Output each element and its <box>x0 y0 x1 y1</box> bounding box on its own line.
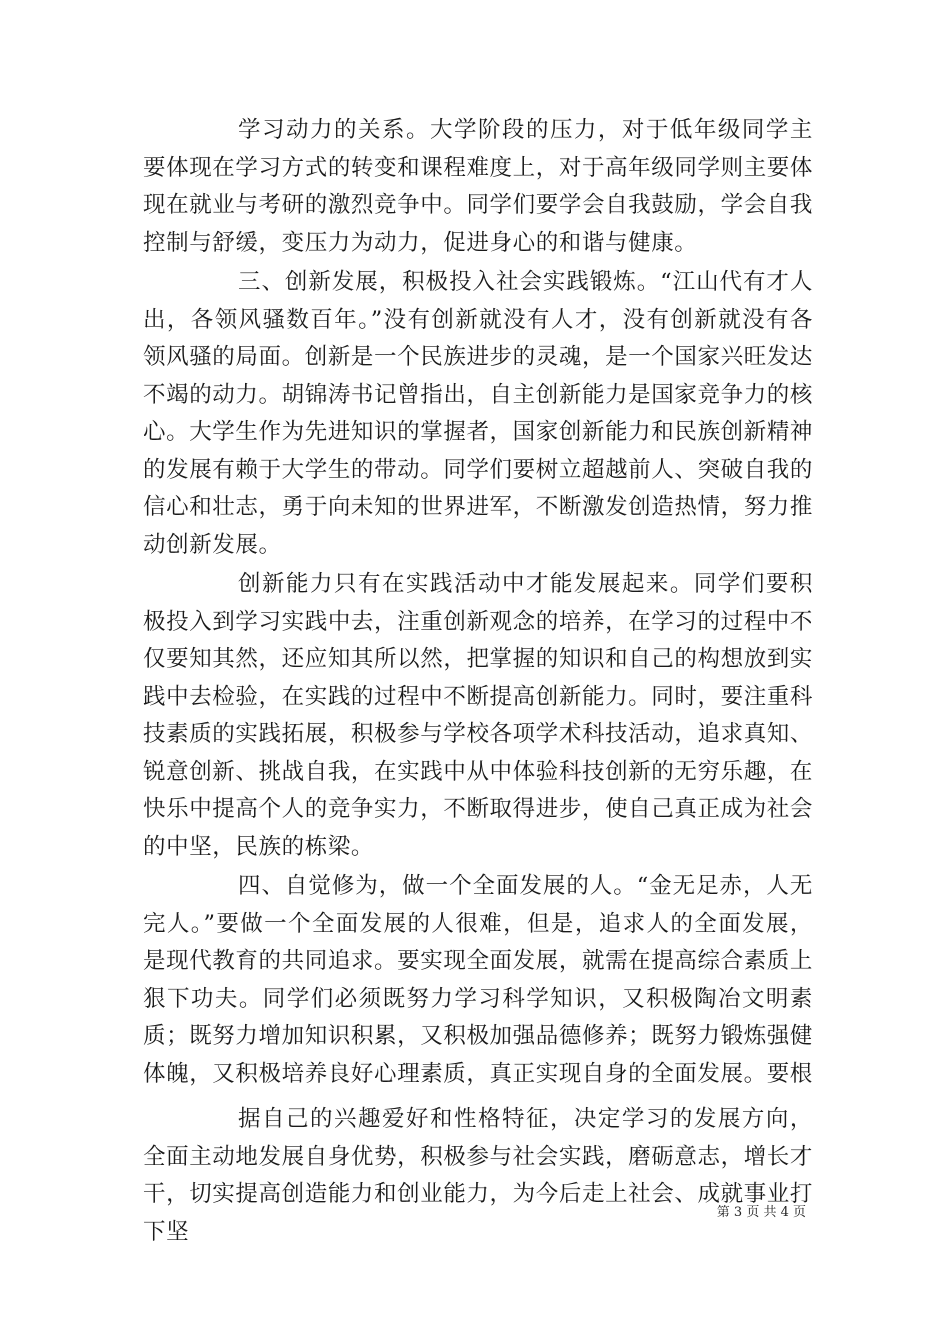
paragraph-interests-direction: 据自己的兴趣爱好和性格特征，决定学习的发展方向，全面主动地发展自身优势，积极参与社会实践，磨砺意志，增长才干，切实提高创造能力和创业能力，为今后走上社会、成就事业打下坚 <box>143 1106 813 1245</box>
page-number: 第 3 页 共 4 页 <box>716 1205 806 1220</box>
paragraph-innovation-practice: 创新能力只有在实践活动中才能发展起来。同学们要积极投入到学习实践中去，注重创新观念的培养，在学习的过程中不仅要知其然，还应知其所以然，把掌握的知识和自己的构想放到实践中去检验，在实践的过程中不断提高创新能力。同时，要注重科技素质的实践拓展，积极参与学校各项学术科技活动，追求真知、锐意创新、挑战自我，在实践中从中体验科技创新的无穷乐趣，在快乐中提高个人的竞争实力，不断取得进步，使自己真正成为社会的中坚，民族的栋梁。 <box>143 571 813 860</box>
paragraph-innovation-development: 三、创新发展，积极投入社会实践锻炼。“江山代有才人出，各领风骚数百年。”没有创新就没有人才，没有创新就没有各领风骚的局面。创新是一个民族进步的灵魂，是一个国家兴旺发达不竭的动力。胡锦涛书记曾指出，自主创新能力是国家竞争力的核心。大学生作为先进知识的掌握者，国家创新能力和民族创新精神的发展有赖于大学生的带动。同学们要树立超越前人、突破自我的信心和壮志，勇于向未知的世界进军，不断激发创造热情，努力推动创新发展。 <box>143 269 813 558</box>
paragraph-all-round-development: 四、自觉修为，做一个全面发展的人。“金无足赤，人无完人。”要做一个全面发展的人很难，但是，追求人的全面发展，是现代教育的共同追求。要实现全面发展，就需在提高综合素质上狠下功夫。同学们必须既努力学习科学知识，又积极陶冶文明素质；既努力增加知识积累，又积极加强品德修养；既努力锻炼强健体魄，又积极培养良好心理素质，真正实现自身的全面发展。要根 <box>143 873 813 1087</box>
document-body <box>143 112 813 1251</box>
paragraph-pressure-motivation: 学习动力的关系。大学阶段的压力，对于低年级同学主要体现在学习方式的转变和课程难度上，对于高年级同学则主要体现在就业与考研的激烈竞争中。同学们要学会自我鼓励，学会自我控制与舒缓，变压力为动力，促进身心的和谐与健康。 <box>143 117 813 256</box>
